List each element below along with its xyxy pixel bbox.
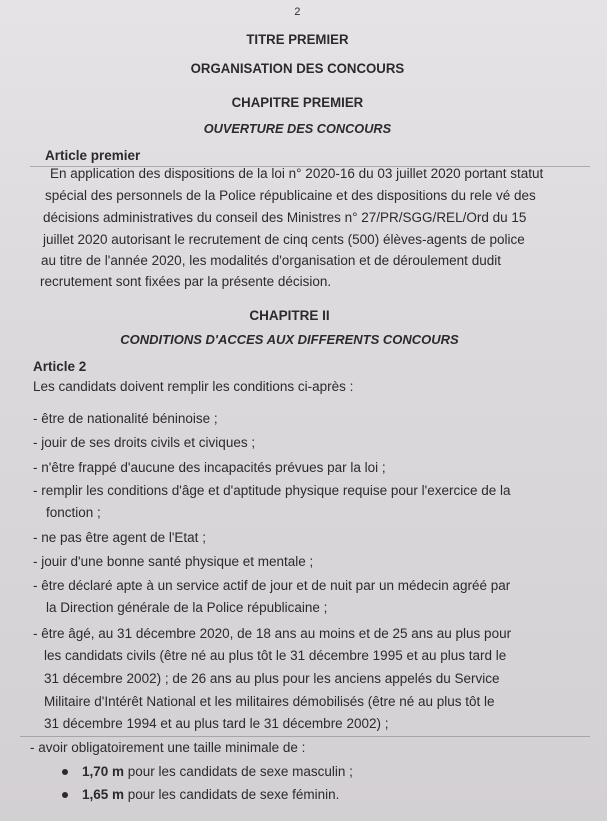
conditions-heading: CONDITIONS D'ACCES AUX DIFFERENTS CONCOURS bbox=[120, 332, 459, 347]
scan-line bbox=[20, 736, 590, 737]
list-item: - jouir de ses droits civils et civiques ; bbox=[33, 435, 256, 450]
article2-intro: Les candidats doivent remplir les conditions ci-après : bbox=[33, 379, 354, 394]
article1-line: recrutement sont fixées par la présente décision. bbox=[40, 274, 332, 289]
list-item-text: être âgé, au 31 décembre 2020, de 18 ans au moins et de 25 ans au plus pour bbox=[41, 626, 512, 641]
article1-line: spécial des personnels de la Police républicaine et des dispositions du rele vé des bbox=[45, 188, 536, 203]
list-item-text: avoir obligatoirement une taille minimale de : bbox=[38, 740, 306, 755]
height-item bbox=[82, 763, 353, 781]
chapitre2-heading: CHAPITRE II bbox=[249, 308, 330, 323]
list-item: - jouir d'une bonne santé physique et mentale ; bbox=[33, 554, 314, 569]
list-item-continuation: fonction ; bbox=[46, 505, 101, 520]
list-item: - avoir obligatoirement une taille minimale de : bbox=[30, 740, 306, 755]
height-value: 1,70 m bbox=[82, 764, 125, 779]
chapitre-premier-heading: CHAPITRE PREMIER bbox=[231, 95, 364, 110]
list-item-continuation: 31 décembre 1994 et au plus tard le 31 décembre 2002) ; bbox=[44, 716, 389, 731]
list-item: - être de nationalité béninoise ; bbox=[33, 411, 218, 426]
list-item-text: n'être frappé d'aucune des incapacités prévues par la loi ; bbox=[41, 460, 386, 475]
list-item-continuation: la Direction générale de la Police républicaine ; bbox=[46, 600, 328, 615]
list-item-text: jouir de ses droits civils et civiques ; bbox=[41, 435, 256, 450]
height-item bbox=[82, 786, 339, 804]
bullet bbox=[62, 792, 68, 798]
list-item-continuation: 31 décembre 2002) ; de 26 ans au plus pour les anciens appelés du Service bbox=[44, 671, 500, 686]
list-item-text: être déclaré apte à un service actif de jour et de nuit par un médecin agréé par bbox=[41, 578, 511, 593]
list-item-text: ne pas être agent de l'Etat ; bbox=[41, 530, 206, 545]
list-item-text: jouir d'une bonne santé physique et mentale ; bbox=[41, 554, 314, 569]
organisation-heading: ORGANISATION DES CONCOURS bbox=[190, 61, 405, 76]
list-item-text: être de nationalité béninoise ; bbox=[41, 411, 218, 426]
list-item: - remplir les conditions d'âge et d'aptitude physique requise pour l'exercice de la bbox=[33, 483, 511, 498]
title-premier: TITRE PREMIER bbox=[246, 32, 349, 47]
article2-heading: Article 2 bbox=[33, 359, 87, 374]
height-text: pour les candidats de sexe masculin ; bbox=[124, 764, 353, 779]
article1-line: juillet 2020 autorisant le recrutement de cinq cents (500) élèves-agents de police bbox=[43, 232, 525, 247]
list-item-text: remplir les conditions d'âge et d'aptitude physique requise pour l'exercice de la bbox=[41, 483, 511, 498]
page-number: 2 bbox=[294, 6, 301, 18]
list-item: - être âgé, au 31 décembre 2020, de 18 ans au moins et de 25 ans au plus pour bbox=[33, 626, 512, 641]
height-text: pour les candidats de sexe féminin. bbox=[124, 787, 340, 802]
list-item-continuation: les candidats civils (être né au plus tôt le 31 décembre 1995 et au plus tard le bbox=[44, 648, 507, 663]
list-item: - n'être frappé d'aucune des incapacités prévues par la loi ; bbox=[33, 460, 386, 475]
ouverture-heading: OUVERTURE DES CONCOURS bbox=[203, 121, 392, 136]
list-item: - être déclaré apte à un service actif de jour et de nuit par un médecin agréé par bbox=[33, 578, 511, 593]
list-item-continuation: Militaire d'Intérêt National et les militaires démobilisés (être né au plus tôt le bbox=[44, 694, 495, 709]
bullet bbox=[62, 769, 68, 775]
article1-line: décisions administratives du conseil des Ministres n° 27/PR/SGG/REL/Ord du 15 bbox=[43, 210, 527, 225]
article1-heading: Article premier bbox=[45, 148, 141, 163]
article1-line: au titre de l'année 2020, les modalités d'organisation et de déroulement dudit bbox=[41, 253, 501, 268]
list-item: - ne pas être agent de l'Etat ; bbox=[33, 530, 206, 545]
height-value: 1,65 m bbox=[82, 787, 125, 802]
article1-line: En application des dispositions de la loi n° 2020-16 du 03 juillet 2020 portant statut bbox=[50, 166, 544, 181]
